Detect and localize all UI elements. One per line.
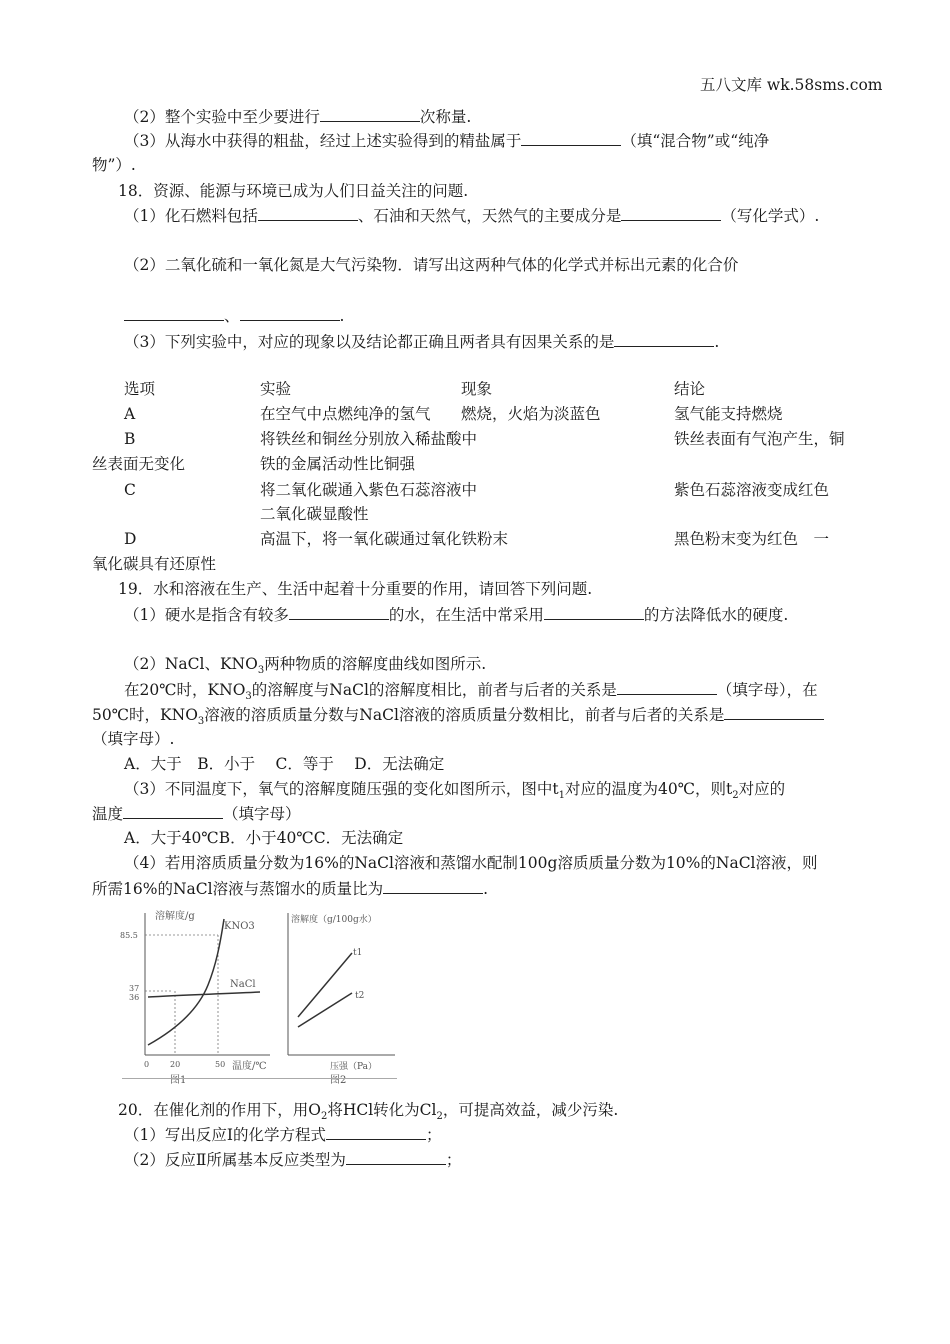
answer-blank[interactable]: [346, 1149, 446, 1165]
nacl-label: NaCl: [230, 979, 256, 990]
row-b-option: B: [124, 430, 136, 448]
answer-blank[interactable]: [621, 205, 721, 221]
answer-blank[interactable]: [383, 878, 483, 894]
q17-part2: （2）整个实验中至少要进行 次称量.: [124, 108, 472, 126]
q19-part2: （2）NaCl、$KNO_3$两种物质的溶解度曲线如图所示.: [124, 655, 487, 677]
q19-part4-line2: 所需16%的NaCl溶液与蒸馏水的质量比为 .: [92, 880, 489, 898]
q19-stem: 19．水和溶液在生产、生活中起着十分重要的作用，请回答下列问题.: [118, 580, 593, 598]
row-d-conclusion: 氧化碳具有还原性: [92, 555, 217, 573]
q19-part2-line2: 在20℃时，$KNO_3$的溶解度与NaCl的溶解度相比，前者与后者的关系是 （填字母），在: [124, 681, 818, 703]
q18-stem: 18．资源、能源与环境已成为人们日益关注的问题.: [118, 182, 469, 200]
row-d-experiment: 高温下，将一氧化碳通过氧化铁粉末: [260, 530, 509, 548]
fig1-y-label: 溶解度/g: [155, 911, 195, 922]
solubility-figures: [120, 905, 410, 1086]
row-d-option: D: [124, 530, 137, 548]
row-b-phenomenon-wrap: 丝表面无变化: [92, 455, 186, 473]
q19-part3-options: A．大于40℃B．小于40℃C．无法确定: [124, 829, 404, 847]
fig1-xtick-50: 50: [215, 1060, 226, 1069]
q20-part2: （2）反应Ⅱ所属基本反应类型为 ；: [124, 1151, 462, 1169]
q19-part2-line3: 50℃时，$KNO_3$溶液的溶质质量分数与NaCl溶液的溶质质量分数相比，前者与后者的关系是: [92, 704, 824, 725]
fig1-x-label: 温度/℃: [232, 1061, 267, 1072]
fig1-ytick-36: 36: [129, 993, 140, 1002]
figure-2: [288, 913, 395, 1086]
answer-blank[interactable]: [289, 604, 389, 620]
q17-part3-cont: 物”）.: [92, 156, 136, 174]
q19-part1: （1）硬水是指含有较多 的水，在生活中常采用 的方法降低水的硬度.: [124, 606, 789, 624]
q19-part3-line2: 温度 （填字母）: [92, 805, 301, 823]
row-c-option: C: [124, 481, 136, 499]
q19-part3: （3）不同温度下，氧气的溶解度随压强的变化如图所示，图中$t_1$对应的温度为40℃，则$t_2$对应的: [124, 780, 786, 802]
t2-label: t2: [355, 991, 365, 1001]
figure-1: [120, 909, 270, 1086]
q19-part2-options: A．大于 B．小于 C．等于 D．无法确定: [124, 755, 445, 773]
row-c-phenomenon: 紫色石蕊溶液变成红色: [674, 481, 830, 499]
t1-line: [298, 953, 352, 1017]
fig2-caption: 图2: [330, 1075, 347, 1086]
row-b-conclusion: 铁的金属活动性比铜强: [260, 455, 416, 473]
answer-blank[interactable]: [617, 679, 717, 695]
answer-blank[interactable]: [724, 704, 824, 720]
q18-part1: （1）化石燃料包括 、石油和天然气，天然气的主要成分是 （写化学式）.: [124, 207, 820, 225]
answer-blank[interactable]: [521, 130, 621, 146]
answer-blank[interactable]: [614, 331, 714, 347]
table-header-experiment: 实验: [260, 380, 292, 398]
row-a-option: A: [124, 405, 136, 423]
table-header-option: 选项: [124, 380, 156, 398]
fig2-x-label: 压强（Pa）: [330, 1062, 378, 1072]
answer-blank[interactable]: [326, 1124, 426, 1140]
answer-blank[interactable]: [258, 205, 358, 221]
fig1-xtick-20: 20: [170, 1060, 181, 1069]
q19-part4: （4）若用溶质质量分数为16%的NaCl溶液和蒸馏水配制100g溶质质量分数为10%的NaCl溶液，则: [124, 854, 818, 872]
answer-blank[interactable]: [124, 305, 224, 321]
fig1-ytick-85: 85.5: [120, 931, 138, 940]
row-a-phenomenon: 燃烧，火焰为淡蓝色: [461, 405, 601, 423]
answer-blank[interactable]: [240, 305, 340, 321]
fig1-xtick-0: 0: [144, 1060, 150, 1069]
kno3-label: KNO3: [224, 921, 255, 932]
kno3-curve: [148, 919, 224, 1045]
q17-part3: （3）从海水中获得的粗盐，经过上述实验得到的精盐属于 （填“混合物”或“纯净: [124, 132, 770, 150]
row-b-experiment: 将铁丝和铜丝分别放入稀盐酸中: [260, 430, 478, 448]
q18-part2: （2）二氧化硫和一氧化氮是大气污染物．请写出这两种气体的化学式并标出元素的化合价: [124, 256, 739, 274]
t1-label: t1: [353, 948, 363, 958]
q19-part2-line4: （填字母）.: [92, 730, 175, 748]
fig2-y-label: 溶解度（g/100g水）: [291, 915, 377, 925]
figure-divider: [122, 1078, 397, 1079]
table-header-conclusion: 结论: [674, 380, 706, 398]
q20-part1: （1）写出反应Ⅰ的化学方程式 ；: [124, 1126, 442, 1144]
row-a-experiment: 在空气中点燃纯净的氢气: [260, 405, 431, 423]
fig1-caption: 图1: [170, 1075, 187, 1086]
q20-stem: 20．在催化剂的作用下，用$O_2$将HCl转化为$Cl_2$，可提高效益，减少污染.: [118, 1101, 619, 1123]
row-c-experiment: 将二氧化碳通入紫色石蕊溶液中: [260, 481, 478, 499]
row-a-conclusion: 氢气能支持燃烧: [674, 405, 783, 423]
answer-blank[interactable]: [123, 803, 223, 819]
answer-blank[interactable]: [544, 604, 644, 620]
q18-part3: （3）下列实验中，对应的现象以及结论都正确且两者具有因果关系的是 .: [124, 333, 720, 351]
site-watermark: 五八文库 wk.58sms.com: [700, 76, 883, 94]
table-header-phenomenon: 现象: [461, 380, 493, 398]
fig1-ytick-37: 37: [129, 984, 140, 993]
t2-line: [298, 993, 352, 1027]
row-d-phenomenon: 黑色粉末变为红色 一: [674, 530, 830, 548]
row-c-conclusion: 二氧化碳显酸性: [260, 505, 369, 523]
answer-blank[interactable]: [320, 106, 420, 122]
q18-part2-answers: 、 .: [124, 305, 344, 326]
row-b-phenomenon: 铁丝表面有气泡产生，铜: [674, 430, 845, 448]
